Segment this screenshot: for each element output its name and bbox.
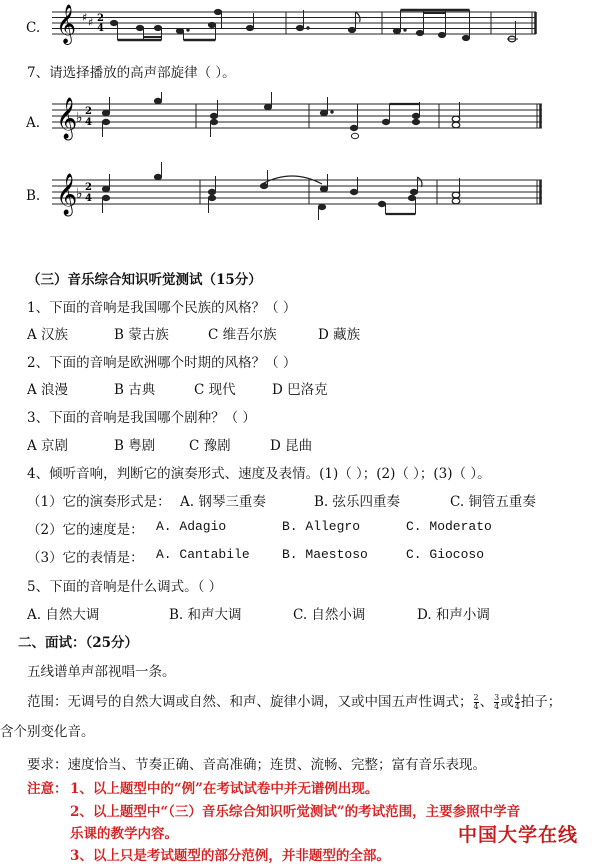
s3-q4-sub2-option-a: A. Adagio [156,519,227,534]
s3-q4-sub1-option-c: C. 铜管五重奏 [450,494,536,510]
s3-q2-option-d: D 巴洛克 [272,382,328,398]
s3-q4-sub3-option-b: B. Maestoso [282,547,368,562]
time-sig-4-4: $\frac{4}{4}$ [514,693,520,711]
range-prefix: 范围：无调号的自然大调或自然、和声、旋律小调，又或中国五声性调式； [27,694,473,710]
s3-q4-text: 4、倾听音响，判断它的演奏形式、速度及表情。(1)（ ）；(2)（ ）；(3)（ ）。 [27,466,491,482]
staff-q7-option-a [52,92,547,152]
interview-title: 二、面试：（25分） [18,635,139,651]
note-1: 1、以上题型中的“例”在考试试卷中并无谱例出现。 [70,781,379,797]
s3-q4-sub3-label: （3）它的表情是： [27,550,144,566]
s3-q4-sub1-option-a: A. 钢琴三重奏 [180,494,266,510]
svg-text:2: 2 [85,106,92,117]
s3-q3-option-d: D 昆曲 [270,438,313,454]
svg-text:4: 4 [97,23,104,34]
svg-text:♯: ♯ [82,11,88,24]
q7-option-a-label: A. [26,115,41,131]
s3-q5-text: 5、下面的音响是什么调式。（ ） [27,579,223,595]
interview-requirement: 要求：速度恰当、节奏正确、音高准确；连贯、流畅、完整；富有音乐表现。 [27,757,486,773]
s3-q3-option-b: B 粤剧 [114,438,156,454]
s3-q4-sub2-option-b: B. Allegro [282,519,361,534]
s3-q5-option-a: A. 自然大调 [27,607,100,623]
s3-q1-option-d: D 藏族 [318,327,361,343]
s3-q1-option-a: A 汉族 [27,327,69,343]
q7-option-b-label: B. [26,188,41,204]
svg-text:♯: ♯ [88,16,94,29]
s3-q5-option-d: D. 和声小调 [417,607,490,623]
svg-text:4: 4 [85,117,92,128]
s3-q4-sub2-label: （2）它的速度是： [27,522,144,538]
notes-label: 注意： [27,781,68,797]
s3-q1-option-b: B 蒙古族 [114,327,169,343]
question-7-text: 7、请选择播放的高声部旋律（ ）。 [27,65,236,81]
s3-q4-sub2-option-c: C. Moderato [406,519,492,534]
section-3-title: （三）音乐综合知识听觉测试（15分） [27,272,262,288]
staff-q7-option-b [52,162,547,228]
s3-q1-text: 1、下面的音响是我国哪个民族的风格？（ ） [27,300,297,316]
svg-text:2: 2 [97,13,104,24]
s3-q4-sub1-label: （1）它的演奏形式是： [27,494,171,510]
svg-text:2: 2 [85,182,92,193]
s3-q2-option-b: B 古典 [114,382,156,398]
svg-text:𝄞: 𝄞 [56,174,78,215]
note-2-cont: 乐课的教学内容。 [70,826,178,842]
interview-range: 范围：无调号的自然大调或自然、和声、旋律小调，又或中国五声性调式； $\frac{2}{4}$ 、 $\frac{3}{4}$ 或 $\frac{4}{4}$ 拍子； [27,693,562,711]
s3-q4-sub1-option-b: B. 弦乐四重奏 [314,494,401,510]
note-2: 2、以上题型中“（三）音乐综合知识听觉测试”的考试范围，主要参照中学音 [70,804,521,820]
svg-text:♭: ♭ [76,186,83,202]
interview-range-cont: 含个别变化音。 [0,724,95,740]
watermark-logo: 中国大学在线 [458,824,579,846]
s3-q4-sub3-option-c: C. Giocoso [406,547,485,562]
s3-q3-option-a: A 京剧 [27,438,69,454]
interview-line-1: 五线谱单声部视唱一条。 [27,664,176,680]
s3-q5-option-b: B. 和声大调 [169,607,242,623]
s3-q4-sub3-option-a: A. Cantabile [156,547,250,562]
s3-q3-text: 3、下面的音响是我国哪个剧种？（ ） [27,410,256,426]
svg-text:♭: ♭ [76,110,83,126]
s3-q2-text: 2、下面的音响是欧洲哪个时期的风格？（ ） [27,355,297,371]
s3-q1-option-c: C 维吾尔族 [208,327,277,343]
svg-text:𝄞: 𝄞 [56,4,77,44]
time-sig-3-4: $\frac{3}{4}$ [494,693,500,711]
s3-q3-option-c: C 豫剧 [189,438,231,454]
svg-text:𝄞: 𝄞 [56,98,78,139]
option-c-label: C. [26,20,41,36]
staff-option-c [52,0,542,52]
note-3: 3、以上只是考试题型的部分范例，并非题型的全部。 [70,848,390,864]
s3-q2-option-a: A 浪漫 [27,382,69,398]
s3-q5-option-c: C. 自然小调 [293,607,366,623]
svg-text:4: 4 [85,193,92,204]
s3-q2-option-c: C 现代 [194,382,236,398]
time-sig-2-4: $\frac{2}{4}$ [473,693,479,711]
